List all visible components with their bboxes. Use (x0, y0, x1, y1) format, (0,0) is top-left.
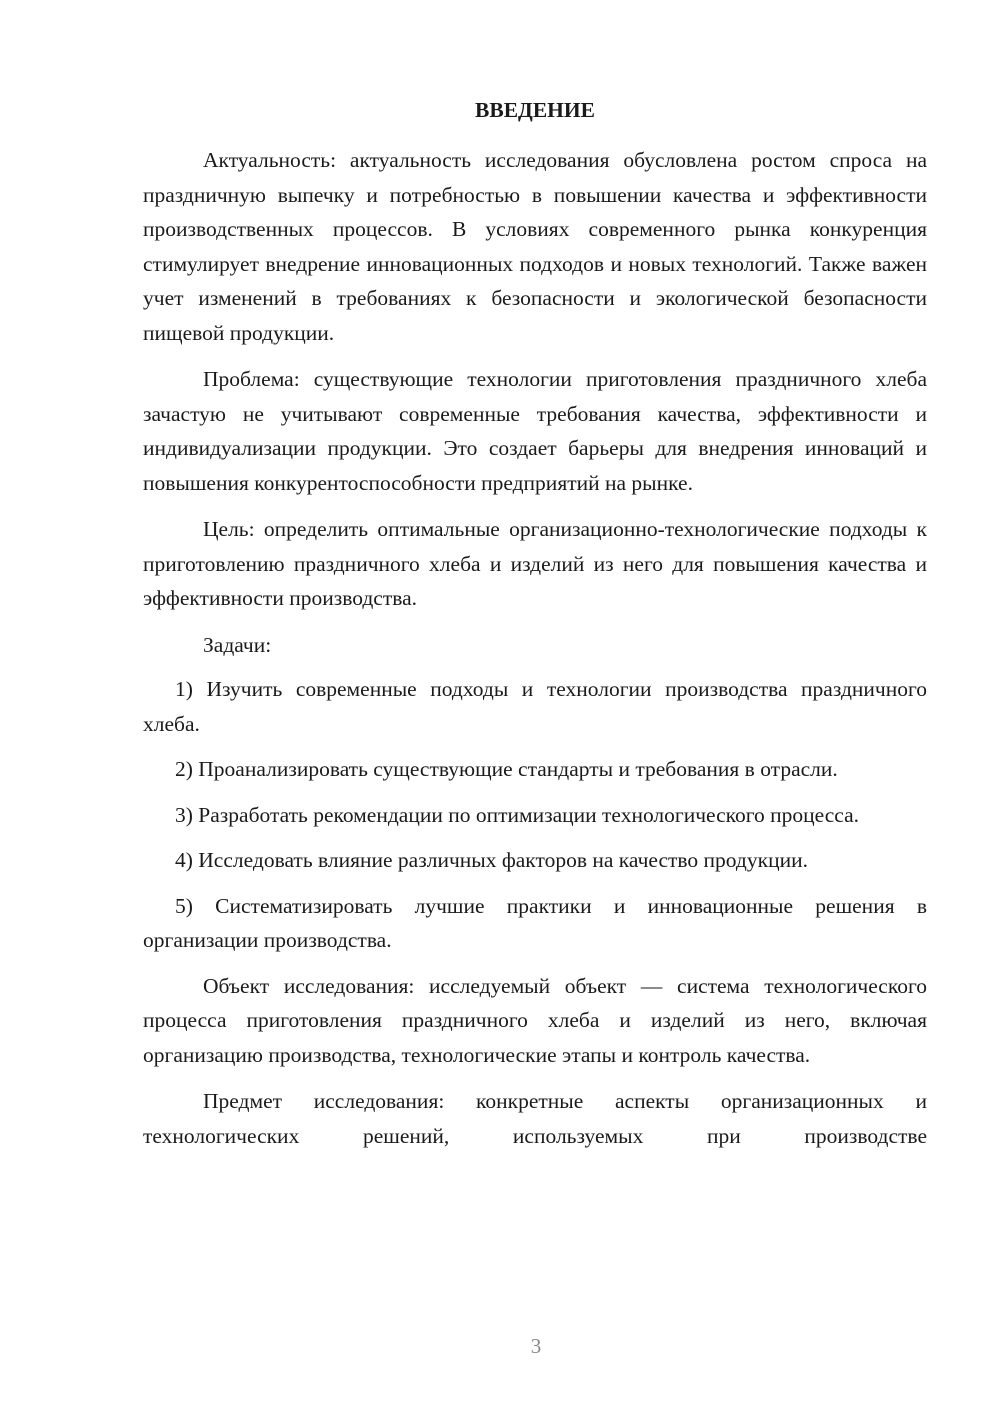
task-item-5: 5) Систематизировать лучшие практики и инновационные решения в организации производства. (143, 893, 927, 952)
paragraph-problem: Проблема: существующие технологии приготовления праздничного хлеба зачастую не учитывают современные требования качества, эффективности и индивидуализации продукции. Это создает барьеры для внедрения инноваций и повышения конкурентоспособности предприятий на рынке. (143, 367, 927, 495)
paragraph-relevance: Актуальность: актуальность исследования обусловлена ростом спроса на праздничную выпечку и потребностью в повышении качества и эффективности производственных процессов. В условиях современного рынка конкуренция стимулирует внедрение инновационных подходов и новых технологий. Также важен учет изменений в требованиях к безопасности и экологической безопасности пищевой продукции. (143, 148, 927, 345)
task-item-2: 2) Проанализировать существующие стандарты и требования в отрасли. (175, 757, 838, 781)
paragraph-goal: Цель: определить оптимальные организационно-технологические подходы к приготовлению праздничного хлеба и изделий из него для повышения качества и эффективности производства. (143, 517, 927, 610)
task-item-3: 3) Разработать рекомендации по оптимизации технологического процесса. (175, 802, 860, 827)
page-content (143, 92, 927, 1165)
tasks-heading: Задачи: (203, 632, 272, 657)
paragraph-object: Объект исследования: исследуемый объект — система технологического процесса приготовления праздничного хлеба и изделий из него, включая организацию производства, технологические этапы и контроль качества. (143, 973, 927, 1067)
page-number: 3 (530, 1334, 542, 1358)
task-item-4: 4) Исследовать влияние различных факторов на качество продукции. (175, 848, 808, 872)
task-item-1: 1) Изучить современные подходы и технологии производства праздничного хлеба. (143, 677, 927, 736)
paragraph-subject: Предмет исследования: конкретные аспекты организационных и технологических решений, используемых при производстве (143, 1089, 927, 1148)
document-title: ВВЕДЕНИЕ (475, 98, 595, 122)
